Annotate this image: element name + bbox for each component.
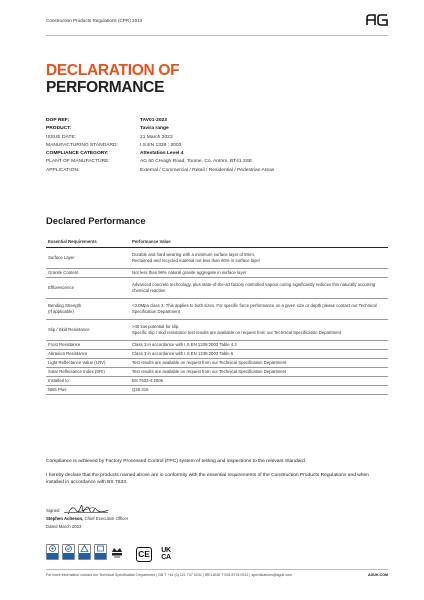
requirement-cell: Abrasion Resistance	[46, 349, 130, 358]
performance-value-cell: Test results are available on request from our Technical Specification Department	[130, 358, 388, 367]
signature-line	[64, 512, 108, 513]
requirement-cell: Frost Resistance	[46, 340, 130, 349]
meta-row-plant	[46, 158, 386, 166]
meta-value: TAV01-2023	[140, 118, 168, 123]
signatory-name: Stephen Acheson,	[46, 516, 84, 521]
ukca-mark-icon	[158, 546, 174, 562]
ukca-bottom: CA	[161, 554, 171, 561]
column-header-requirements: Essential Requirements	[48, 238, 97, 244]
requirement-cell: Granite Content	[46, 268, 130, 277]
document-title	[46, 63, 179, 96]
meta-key: APPLICATION:	[46, 167, 80, 173]
requirement-cell: Light Reflectance Value (LRV)	[46, 358, 130, 367]
ag-logo-icon	[366, 14, 388, 26]
performance-value-cell: <3.0Mpa class 2. This applies to both sizes. For specific force performance on a given size or depth please contact our Technical Specification Department	[130, 298, 388, 319]
meta-value: AG 60 Creagh Road, Toome, Co. Antrim, BT41 3SE	[140, 159, 253, 165]
table-row	[46, 319, 388, 340]
conformity-marks	[136, 546, 174, 562]
meta-row-issue-date	[46, 134, 386, 142]
performance-value-cell: Class 3 in accordance with I.S EN 1339:2003 Table 4.2	[130, 340, 388, 349]
certification-badges	[46, 544, 123, 560]
meta-row-application	[46, 167, 386, 175]
signatory	[46, 516, 128, 521]
bsi-certification-badge-icon	[94, 544, 107, 560]
header-divider	[46, 35, 388, 36]
bsi-certification-badge-icon	[62, 544, 75, 560]
title-line-1: DECLARATION OF	[46, 62, 180, 79]
column-header-performance: Performance Value	[132, 238, 171, 244]
meta-key: COMPLIANCE CATEGORY:	[46, 151, 109, 157]
title-line-2: PERFORMANCE	[46, 78, 165, 96]
meta-key: PLANT OF MANUFACTURE:	[46, 159, 110, 165]
meta-row-dop-ref	[46, 117, 386, 125]
performance-value-cell: BS 7533-4:2006	[130, 376, 388, 385]
table-row	[46, 358, 388, 367]
performance-value-cell: Q25 315	[130, 385, 388, 394]
table-row	[46, 247, 388, 268]
table-row	[46, 349, 388, 358]
requirement-cell: Efflorescence	[46, 277, 130, 298]
performance-value-cell: Not less than 96% natural granite aggregate in surface layer	[130, 268, 388, 277]
requirement-cell: Solar Reflectance Index (SRI)	[46, 367, 130, 376]
table-row	[46, 367, 388, 376]
requirement-cell: NBS Plus	[46, 385, 130, 394]
footer-contact: For more information contact our Technical Specification Department | GB T +44 (0) 121 747 0232 | IRELAND T 028 8776 0912 | specifications@aguk.com	[46, 573, 293, 577]
table-row	[46, 277, 388, 298]
performance-value-cell: Class 3 in accordance with I.S EN 1339:2003 Table 6	[130, 349, 388, 358]
performance-table	[46, 238, 388, 395]
requirement-cell: Installed to	[46, 376, 130, 385]
performance-value-cell: >40 low potential for slip. Specific slip / skid resistance test results are available on request from our Technical Specification Department	[130, 319, 388, 340]
table-row	[46, 298, 388, 319]
requirement-cell: Slip / Skid Resistance	[46, 319, 130, 340]
meta-value: Attestation Level 4	[140, 151, 184, 157]
meta-key: PRODUCT:	[46, 126, 72, 132]
table-row	[46, 385, 388, 394]
meta-key: MANUFACTURING STANDARD:	[46, 142, 118, 148]
meta-row-product	[46, 125, 386, 133]
meta-row-standard	[46, 142, 386, 150]
table-row	[46, 340, 388, 349]
table-row	[46, 268, 388, 277]
table-header-row	[46, 238, 388, 247]
signatory-role: Chief Executive Officer	[84, 516, 129, 521]
meta-key: DOP REF:	[46, 118, 70, 123]
compliance-statement: Compliance is achieved by Factory Processed Control (FPC) system of testing and inspections to the relevant Standard.	[46, 459, 307, 464]
product-details	[46, 117, 386, 175]
meta-value: 21 March 2023	[140, 134, 173, 140]
meta-key: ISSUE DATE:	[46, 134, 77, 140]
ukas-crown-icon	[110, 544, 123, 560]
performance-value-cell: Test results are available on request from our Technical Specification Department	[130, 367, 388, 376]
table-row	[46, 376, 388, 385]
regulations-label: Construction Products Regulations (CPR) 2013	[46, 18, 143, 23]
footer-website-link[interactable]: AGUK.COM	[368, 573, 388, 577]
meta-value: I.S.EN 1339 : 2003	[140, 142, 182, 148]
ce-mark-icon: CE	[136, 547, 152, 562]
requirement-cell: Bending Strength (If applicable)	[46, 298, 130, 319]
performance-value-cell: Durable and hard wearing with a minimum surface layer of 8mm. Reclaimed and recycled material not less than 60% in surface layer	[130, 247, 388, 268]
footer-divider	[46, 569, 388, 570]
footer	[46, 573, 388, 577]
requirement-cell: Surface Layer	[46, 247, 130, 268]
bsi-certification-badge-icon	[78, 544, 91, 560]
declaration-statement: I hereby declare that the products named above are in conformity with the essential requirements of the Construction Products Regulations and when installed in accordance with BS 7533.	[46, 473, 369, 486]
performance-value-cell: Advanced concrete technology, plus state-of-the-art factory controlled vapour curing significantly reduces this naturally occurring chemical reaction	[130, 277, 388, 298]
bsi-certification-badge-icon	[46, 544, 59, 560]
signed-label: Signed	[46, 508, 60, 513]
dated-label: Dated March 2023	[46, 524, 82, 529]
declared-performance-heading: Declared Performance	[46, 215, 146, 226]
meta-value: Tavira range	[140, 126, 169, 132]
meta-value: External / Commercial / Retail / Residential / Pedestrian Areas	[140, 167, 275, 173]
meta-row-compliance	[46, 150, 386, 158]
ukca-top: UK	[161, 547, 171, 554]
